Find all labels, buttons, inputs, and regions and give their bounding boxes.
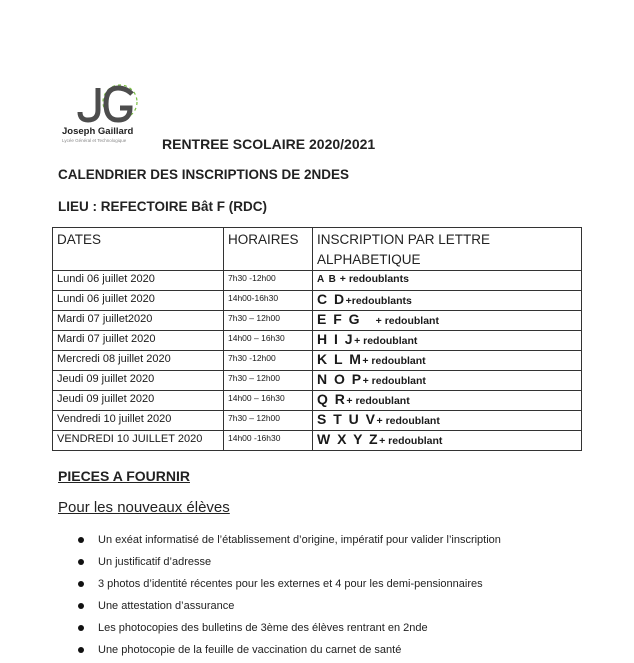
row-letters: [313, 271, 582, 291]
row-letters: [313, 331, 582, 351]
location-heading: LIEU : REFECTOIRE Bât F (RDC): [58, 199, 267, 214]
row-letters: [313, 431, 582, 451]
letters: S T U V: [317, 411, 377, 427]
calendar-heading: CALENDRIER DES INSCRIPTIONS DE 2NDES: [58, 167, 350, 182]
row-date: Jeudi 09 juillet 2020: [53, 391, 224, 411]
list-item: [78, 619, 501, 641]
row-date: Lundi 06 juillet 2020: [53, 291, 224, 311]
row-hours: 7h30 -12h00: [224, 271, 313, 291]
pieces-heading: PIECES A FOURNIR: [58, 468, 190, 484]
row-date: Mardi 07 juillet 2020: [53, 331, 224, 351]
column-header-hours: HORAIRES: [224, 228, 313, 271]
row-date: Vendredi 10 juillet 2020: [53, 411, 224, 431]
row-letters: [313, 291, 582, 311]
table-row: [53, 431, 582, 451]
letters-suffix: + redoublant: [346, 395, 410, 407]
letters: H I J: [317, 331, 355, 347]
row-date: Mercredi 08 juillet 2020: [53, 351, 224, 371]
letters: Q R: [317, 391, 347, 407]
new-students-heading: Pour les nouveaux élèves: [58, 499, 230, 516]
row-hours: 7h30 – 12h00: [224, 371, 313, 391]
letters-suffix: + redoublant: [379, 435, 443, 447]
letters: K L M: [317, 351, 363, 367]
bullet-icon: [78, 647, 84, 653]
list-item-text: Une attestation d’assurance: [98, 600, 235, 612]
row-letters: [313, 351, 582, 371]
row-hours: 14h00 -16h30: [224, 431, 313, 451]
list-item: [78, 597, 501, 619]
row-date: Mardi 07 juillet2020: [53, 311, 224, 331]
row-letters: [313, 391, 582, 411]
letters: A B: [317, 274, 337, 285]
table-row: [53, 351, 582, 371]
list-item-text: Les photocopies des bulletins de 3ème des élèves rentrant en 2nde: [98, 622, 428, 634]
logo-school-subtitle: Lycée Général et Technologique: [62, 138, 127, 143]
letters: E F G: [317, 311, 362, 327]
letters-suffix: + redoublant: [361, 315, 439, 327]
row-date: VENDREDI 10 JUILLET 2020: [53, 431, 224, 451]
row-letters: [313, 411, 582, 431]
list-item: [78, 553, 501, 575]
letters: N O P: [317, 371, 363, 387]
letters-suffix: + redoublant: [354, 335, 418, 347]
table-row: [53, 411, 582, 431]
letters-suffix: + redoublant: [376, 415, 440, 427]
row-hours: 7h30 -12h00: [224, 351, 313, 371]
table-row: [53, 311, 582, 331]
row-hours: 14h00 – 16h30: [224, 391, 313, 411]
column-header-letters: INSCRIPTION PAR LETTRE ALPHABETIQUE: [313, 228, 582, 271]
row-hours: 7h30 – 12h00: [224, 411, 313, 431]
table-row: [53, 371, 582, 391]
table-header-row: [53, 228, 582, 271]
jg-logo-icon: [76, 80, 146, 126]
list-item: [78, 641, 501, 663]
row-hours: 14h00-16h30: [224, 291, 313, 311]
letters-suffix: +redoublants: [345, 295, 412, 307]
column-header-dates: DATES: [53, 228, 224, 271]
table-row: [53, 271, 582, 291]
list-item-text: Un exéat informatisé de l’établissement d’origine, impératif pour valider l’inscription: [98, 534, 501, 546]
documents-list: [78, 531, 501, 663]
list-item-text: Une photocopie de la feuille de vaccination du carnet de santé: [98, 644, 402, 656]
school-logo: [62, 80, 162, 148]
row-letters: [313, 371, 582, 391]
list-item: [78, 575, 501, 597]
table-row: [53, 331, 582, 351]
table-row: [53, 391, 582, 411]
list-item-text: 3 photos d’identité récentes pour les externes et 4 pour les demi-pensionnaires: [98, 578, 483, 590]
letters: C D: [317, 291, 346, 307]
table-row: [53, 291, 582, 311]
row-letters: [313, 311, 582, 331]
row-date: Jeudi 09 juillet 2020: [53, 371, 224, 391]
row-hours: 14h00 – 16h30: [224, 331, 313, 351]
letters-suffix: + redoublant: [362, 355, 426, 367]
list-item: [78, 531, 501, 553]
bullet-icon: [78, 559, 84, 565]
list-item-text: Un justificatif d’adresse: [98, 556, 212, 568]
bullet-icon: [78, 537, 84, 543]
registration-table: [52, 227, 582, 451]
row-hours: 7h30 – 12h00: [224, 311, 313, 331]
letters-suffix: + redoublants: [336, 273, 409, 285]
page-title: RENTREE SCOLAIRE 2020/2021: [162, 136, 376, 152]
bullet-icon: [78, 603, 84, 609]
letters: W X Y Z: [317, 431, 380, 447]
bullet-icon: [78, 625, 84, 631]
logo-school-name: Joseph Gaillard: [62, 126, 134, 137]
bullet-icon: [78, 581, 84, 587]
letters-suffix: + redoublant: [362, 375, 426, 387]
row-date: Lundi 06 juillet 2020: [53, 271, 224, 291]
